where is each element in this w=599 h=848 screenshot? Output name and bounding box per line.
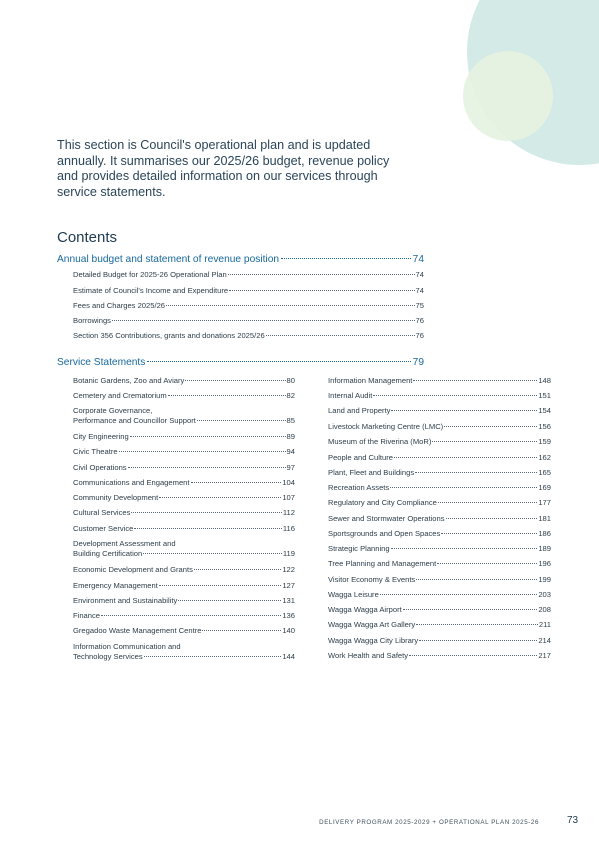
toc-entry-label: Recreation Assets xyxy=(328,483,390,492)
toc-entry-page: 199 xyxy=(538,575,551,584)
toc-entry-label: Section 356 Contributions, grants and donations 2025/26 xyxy=(73,331,265,340)
toc-entry-page: 169 xyxy=(538,483,551,492)
toc-entry[interactable] xyxy=(73,565,295,575)
toc-entry-page: 162 xyxy=(538,453,551,462)
budget-entries xyxy=(73,270,424,345)
toc-entry-page: 131 xyxy=(282,596,295,605)
toc-entry-label: Information Management xyxy=(328,376,413,385)
toc-entry-label: Civil Operations xyxy=(73,463,127,472)
toc-entry[interactable] xyxy=(73,463,295,473)
decorative-circle-small xyxy=(463,51,553,141)
dot-leader xyxy=(415,472,537,473)
dot-leader xyxy=(391,548,538,549)
toc-entry-label: Borrowings xyxy=(73,316,111,325)
toc-entry-page: 80 xyxy=(286,376,295,385)
toc-entry-page: 154 xyxy=(538,406,551,415)
toc-entry-page: 151 xyxy=(538,391,551,400)
toc-entry-page: 89 xyxy=(286,432,295,441)
toc-entry[interactable] xyxy=(328,453,551,463)
dot-leader xyxy=(437,563,537,564)
dot-leader xyxy=(101,615,281,616)
toc-entry-label: Land and Property xyxy=(328,406,391,415)
toc-entry[interactable] xyxy=(73,376,295,386)
toc-entry[interactable] xyxy=(73,432,295,442)
toc-entry[interactable] xyxy=(73,391,295,401)
toc-entry[interactable] xyxy=(73,447,295,457)
section-heading-budget[interactable] xyxy=(57,254,424,268)
toc-entry-label: Wagga Wagga Airport xyxy=(328,605,402,614)
toc-entry[interactable] xyxy=(328,376,551,386)
toc-entry-page: 75 xyxy=(415,301,424,310)
dot-leader xyxy=(416,624,538,625)
toc-entry-page: 217 xyxy=(538,651,551,660)
dot-leader xyxy=(441,533,537,534)
toc-entry[interactable] xyxy=(73,611,295,621)
toc-entry[interactable] xyxy=(73,331,424,341)
toc-entry[interactable] xyxy=(73,596,295,606)
toc-entry-label: Botanic Gardens, Zoo and Aviary xyxy=(73,376,185,385)
toc-entry-page: 144 xyxy=(282,651,295,661)
dot-leader xyxy=(143,553,282,554)
toc-entry-page: 112 xyxy=(282,508,295,517)
section-heading-page: 74 xyxy=(412,254,424,265)
toc-entry-label-line1: Development Assessment and xyxy=(73,539,176,548)
toc-entry[interactable] xyxy=(73,478,295,488)
dot-leader xyxy=(131,512,281,513)
toc-entry-label: Technology Services xyxy=(73,651,143,661)
dot-leader xyxy=(130,436,286,437)
toc-entry-page: 119 xyxy=(282,548,295,558)
dot-leader xyxy=(409,655,537,656)
toc-entry[interactable] xyxy=(73,539,295,558)
dot-leader xyxy=(112,320,415,321)
toc-entry[interactable] xyxy=(73,301,424,311)
toc-entry-page: 148 xyxy=(538,376,551,385)
toc-entry-label: Work Health and Safety xyxy=(328,651,409,660)
dot-leader xyxy=(416,579,537,580)
dot-leader xyxy=(391,410,537,411)
toc-entry-label-line1: Information Communication and xyxy=(73,642,181,651)
toc-entry-label: Museum of the Riverina (MoR) xyxy=(328,437,432,446)
toc-entry[interactable] xyxy=(328,437,551,447)
toc-entry-label: Fees and Charges 2025/26 xyxy=(73,301,166,310)
toc-entry-page: 211 xyxy=(538,620,551,629)
toc-entry-page: 107 xyxy=(282,493,295,502)
toc-entry-label: Wagga Leisure xyxy=(328,590,379,599)
dot-leader xyxy=(202,630,281,631)
toc-entry-label: Cemetery and Crematorium xyxy=(73,391,167,400)
toc-entry-label: Estimate of Council's Income and Expenditure xyxy=(73,286,229,295)
dot-leader xyxy=(144,656,282,657)
toc-entry-page: 189 xyxy=(538,544,551,553)
dot-leader xyxy=(432,441,537,442)
dot-leader xyxy=(373,395,537,396)
toc-entry[interactable] xyxy=(73,286,424,296)
toc-entry[interactable] xyxy=(73,581,295,591)
dot-leader xyxy=(390,487,537,488)
toc-entry[interactable] xyxy=(328,651,551,661)
dot-leader xyxy=(159,497,281,498)
toc-entry-page: 177 xyxy=(538,498,551,507)
toc-entry-page: 76 xyxy=(415,331,424,340)
dot-leader xyxy=(380,594,538,595)
dot-leader xyxy=(159,585,281,586)
toc-entry-page: 186 xyxy=(538,529,551,538)
toc-entry-page: 97 xyxy=(286,463,295,472)
toc-entry-page: 208 xyxy=(538,605,551,614)
toc-entry-label: Environment and Sustainability xyxy=(73,596,178,605)
toc-entry-page: 74 xyxy=(415,286,424,295)
toc-entry-page: 165 xyxy=(538,468,551,477)
toc-entry[interactable] xyxy=(328,406,551,416)
dot-leader xyxy=(229,290,414,291)
toc-entry-page: 214 xyxy=(538,636,551,645)
section-heading-label: Annual budget and statement of revenue position xyxy=(57,254,280,265)
toc-entry-label: Sportsgrounds and Open Spaces xyxy=(328,529,441,538)
toc-entry[interactable] xyxy=(328,590,551,600)
decorative-circle-large xyxy=(467,0,599,165)
toc-entry[interactable] xyxy=(328,575,551,585)
toc-entry[interactable] xyxy=(328,559,551,569)
toc-entry[interactable] xyxy=(328,422,551,432)
service-statements-left-column xyxy=(73,376,295,661)
toc-entry-label: Sewer and Stormwater Operations xyxy=(328,514,445,523)
dot-leader xyxy=(444,426,537,427)
toc-entry[interactable] xyxy=(73,406,295,425)
toc-entry-label: Wagga Wagga Art Gallery xyxy=(328,620,416,629)
toc-entry[interactable] xyxy=(73,316,424,326)
toc-entry-label: Gregadoo Waste Management Centre xyxy=(73,626,202,635)
dot-leader xyxy=(446,518,538,519)
toc-entry-label: Livestock Marketing Centre (LMC) xyxy=(328,422,444,431)
toc-entry-page: 181 xyxy=(538,514,551,523)
toc-entry-label: Internal Audit xyxy=(328,391,373,400)
toc-entry-label: Building Certification xyxy=(73,548,143,558)
toc-entry[interactable] xyxy=(328,636,551,646)
toc-entry-label: Civic Theatre xyxy=(73,447,118,456)
toc-entry[interactable] xyxy=(328,483,551,493)
dot-leader xyxy=(197,420,286,421)
toc-entry[interactable] xyxy=(73,626,295,636)
toc-entry-page: 136 xyxy=(282,611,295,620)
toc-entry-label: City Engineering xyxy=(73,432,129,441)
toc-entry-label: Tree Planning and Management xyxy=(328,559,437,568)
toc-entry[interactable] xyxy=(73,270,424,280)
toc-entry-label-line1: Corporate Governance, xyxy=(73,406,153,415)
toc-entry-page: 85 xyxy=(286,415,295,425)
dot-leader xyxy=(119,451,286,452)
dot-leader xyxy=(419,640,537,641)
toc-entry-label: Plant, Fleet and Buildings xyxy=(328,468,415,477)
dot-leader xyxy=(128,467,286,468)
dot-leader xyxy=(266,335,415,336)
toc-entry[interactable] xyxy=(328,514,551,524)
dot-leader xyxy=(281,258,411,259)
toc-entry-label: Wagga Wagga City Library xyxy=(328,636,419,645)
dot-leader xyxy=(178,600,281,601)
dot-leader xyxy=(194,569,281,570)
toc-entry[interactable] xyxy=(73,493,295,503)
intro-paragraph: This section is Council's operational plan and is updated annually. It summarises our 2025/26 budget, revenue policy and provides detailed information on our services through service statements. xyxy=(57,138,390,199)
dot-leader xyxy=(438,502,537,503)
dot-leader xyxy=(228,274,415,275)
toc-entry-label: Visitor Economy & Events xyxy=(328,575,416,584)
page-number: 73 xyxy=(567,815,579,826)
dot-leader xyxy=(134,528,282,529)
toc-entry[interactable] xyxy=(328,498,551,508)
toc-entry-page: 127 xyxy=(282,581,295,590)
toc-entry-page: 94 xyxy=(286,447,295,456)
dot-leader xyxy=(185,380,285,381)
section-heading-page: 79 xyxy=(412,357,424,368)
toc-entry[interactable] xyxy=(73,524,295,534)
toc-entry-page: 116 xyxy=(282,524,295,533)
toc-entry[interactable] xyxy=(328,529,551,539)
toc-entry[interactable] xyxy=(328,544,551,554)
toc-entry-label: Emergency Management xyxy=(73,581,158,590)
dot-leader xyxy=(403,609,538,610)
service-statements-right-column xyxy=(328,376,551,660)
toc-entry-page: 140 xyxy=(282,626,295,635)
dot-leader xyxy=(191,482,282,483)
toc-entry-label: Performance and Councillor Support xyxy=(73,415,196,425)
toc-entry-label: Economic Development and Grants xyxy=(73,565,193,574)
toc-entry-label: Detailed Budget for 2025-26 Operational Plan xyxy=(73,270,227,279)
toc-entry-label: Regulatory and City Compliance xyxy=(328,498,437,507)
dot-leader xyxy=(394,457,537,458)
toc-entry-page: 203 xyxy=(538,590,551,599)
toc-entry-page: 122 xyxy=(282,565,295,574)
toc-entry[interactable] xyxy=(73,508,295,518)
dot-leader xyxy=(413,380,537,381)
toc-entry-page: 76 xyxy=(415,316,424,325)
toc-entry-page: 74 xyxy=(415,270,424,279)
dot-leader xyxy=(166,305,415,306)
toc-entry-label: Strategic Planning xyxy=(328,544,390,553)
toc-entry-label: Community Development xyxy=(73,493,159,502)
section-heading-label: Service Statements xyxy=(57,357,146,368)
toc-entry-label: Customer Service xyxy=(73,524,134,533)
toc-entry[interactable] xyxy=(73,642,295,661)
toc-entry-label: Finance xyxy=(73,611,101,620)
toc-entry-page: 196 xyxy=(538,559,551,568)
toc-entry[interactable] xyxy=(328,620,551,630)
dot-leader xyxy=(147,361,410,362)
toc-entry[interactable] xyxy=(328,605,551,615)
toc-entry-label: Cultural Services xyxy=(73,508,131,517)
toc-entry[interactable] xyxy=(328,468,551,478)
dot-leader xyxy=(168,395,286,396)
toc-entry-page: 104 xyxy=(282,478,295,487)
toc-entry-page: 156 xyxy=(538,422,551,431)
toc-entry-page: 82 xyxy=(286,391,295,400)
footer-title: DELIVERY PROGRAM 2025-2029 + OPERATIONAL PLAN 2025-26 xyxy=(319,819,539,826)
toc-entry-page: 159 xyxy=(538,437,551,446)
contents-title: Contents xyxy=(57,229,118,246)
section-heading-service-statements[interactable] xyxy=(57,357,424,371)
toc-entry-label: People and Culture xyxy=(328,453,394,462)
toc-entry[interactable] xyxy=(328,391,551,401)
toc-entry-label: Communications and Engagement xyxy=(73,478,190,487)
